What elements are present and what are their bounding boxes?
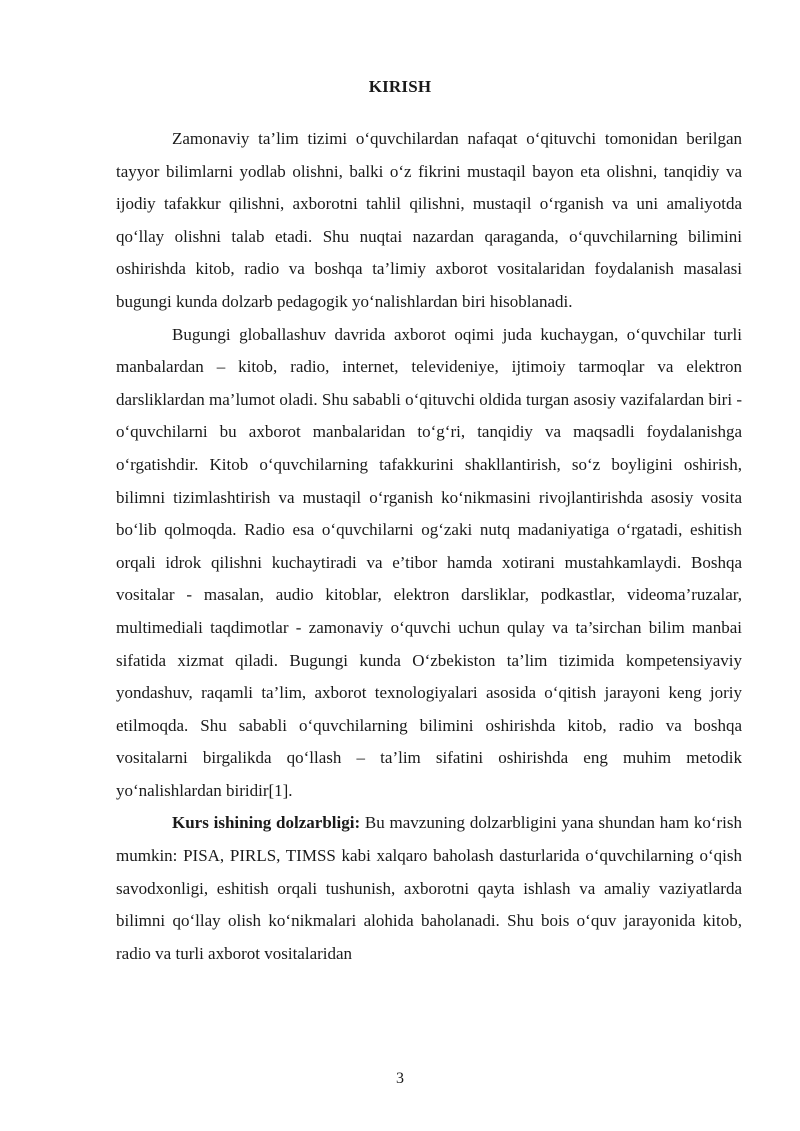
paragraph-text: Bu mavzuning dolzarbligini yana shundan ham ko‘rish mumkin: PISA, PIRLS, TIMSS kabi xalqaro baholash dasturlarida o‘quvchilarning o‘qish savodxonligi, eshitish orqali tushunish, axborotni qayta ishlash va amaliy vaziyatlarda bilimni qo‘llay olish ko‘nikmalari alohida baholanadi. Shu bois o‘quv jarayonida kitob, radio va turli axborot vositalaridan <box>116 813 742 963</box>
body-text <box>116 123 742 970</box>
paragraph-text: Bugungi globallashuv davrida axborot oqimi juda kuchaygan, o‘quvchilar turli manbalardan – kitob, radio, internet, televideniye, ijtimoiy tarmoqlar va elektron darsliklardan ma’lumot oladi. Shu sababli o‘qituvchi oldida turgan asosiy vazifalardan biri - o‘quvchilarni bu axborot manbalaridan to‘g‘ri, tanqidiy va maqsadli foydalanishga o‘rgatishdir. Kitob o‘quvchilarning tafakkurini shakllantirish, so‘z boyligini oshirish, bilimni tizimlashtirish va mustaqil o‘rganish ko‘nikmasini rivojlantirishda asosiy vosita bo‘lib qolmoqda. Radio esa o‘quvchilarni og‘zaki nutq madaniyatiga o‘rgatadi, eshitish orqali idrok qilishni kuchaytiradi va e’tibor hamda xotirani mustahkamlaydi. Boshqa vositalar - masalan, audio kitoblar, elektron darsliklar, podkastlar, videoma’ruzalar, multimediali taqdimotlar - zamonaviy o‘quvchi uchun qulay va ta’sirchan bilim manbai sifatida xizmat qiladi. Bugungi kunda O‘zbekiston ta’lim tizimida kompetensiyaviy yondashuv, raqamli ta’lim, axborot texnologiyalari asosida o‘qitish jarayoni keng joriy etilmoqda. Shu sababli o‘quvchilarning bilimini oshirishda kitob, radio va boshqa vositalarni birgalikda qo‘llash – ta’lim sifatini oshirishda eng muhim metodik yo‘nalishlardan biridir[1]. <box>116 324 742 800</box>
paragraph-intro <box>116 123 742 319</box>
paragraph-relevance <box>116 807 742 970</box>
paragraph-lead: Kurs ishining dolzarbligi: <box>172 813 361 833</box>
page-number: 3 <box>396 1070 404 1087</box>
page-title: KIRISH <box>368 77 432 96</box>
paragraph-globalization <box>116 319 742 808</box>
paragraph-text: Zamonaviy ta’lim tizimi o‘quvchilardan nafaqat o‘qituvchi tomonidan berilgan tayyor bilimlarni yodlab olishni, balki o‘z fikrini mustaqil bayon eta olishni, tanqidiy va ijodiy tafakkur qilishni, axborotni tahlil qilishni, mustaqil o‘rganish va uni amaliyotda qo‘llay olishni talab etadi. Shu nuqtai nazardan qaraganda, o‘quvchilarning bilimini oshirishda kitob, radio va boshqa ta’limiy axborot vositalaridan foydalanish masalasi bugungi kunda dolzarb pedagogik yo‘nalishlardan biri hisoblanadi. <box>116 129 742 311</box>
